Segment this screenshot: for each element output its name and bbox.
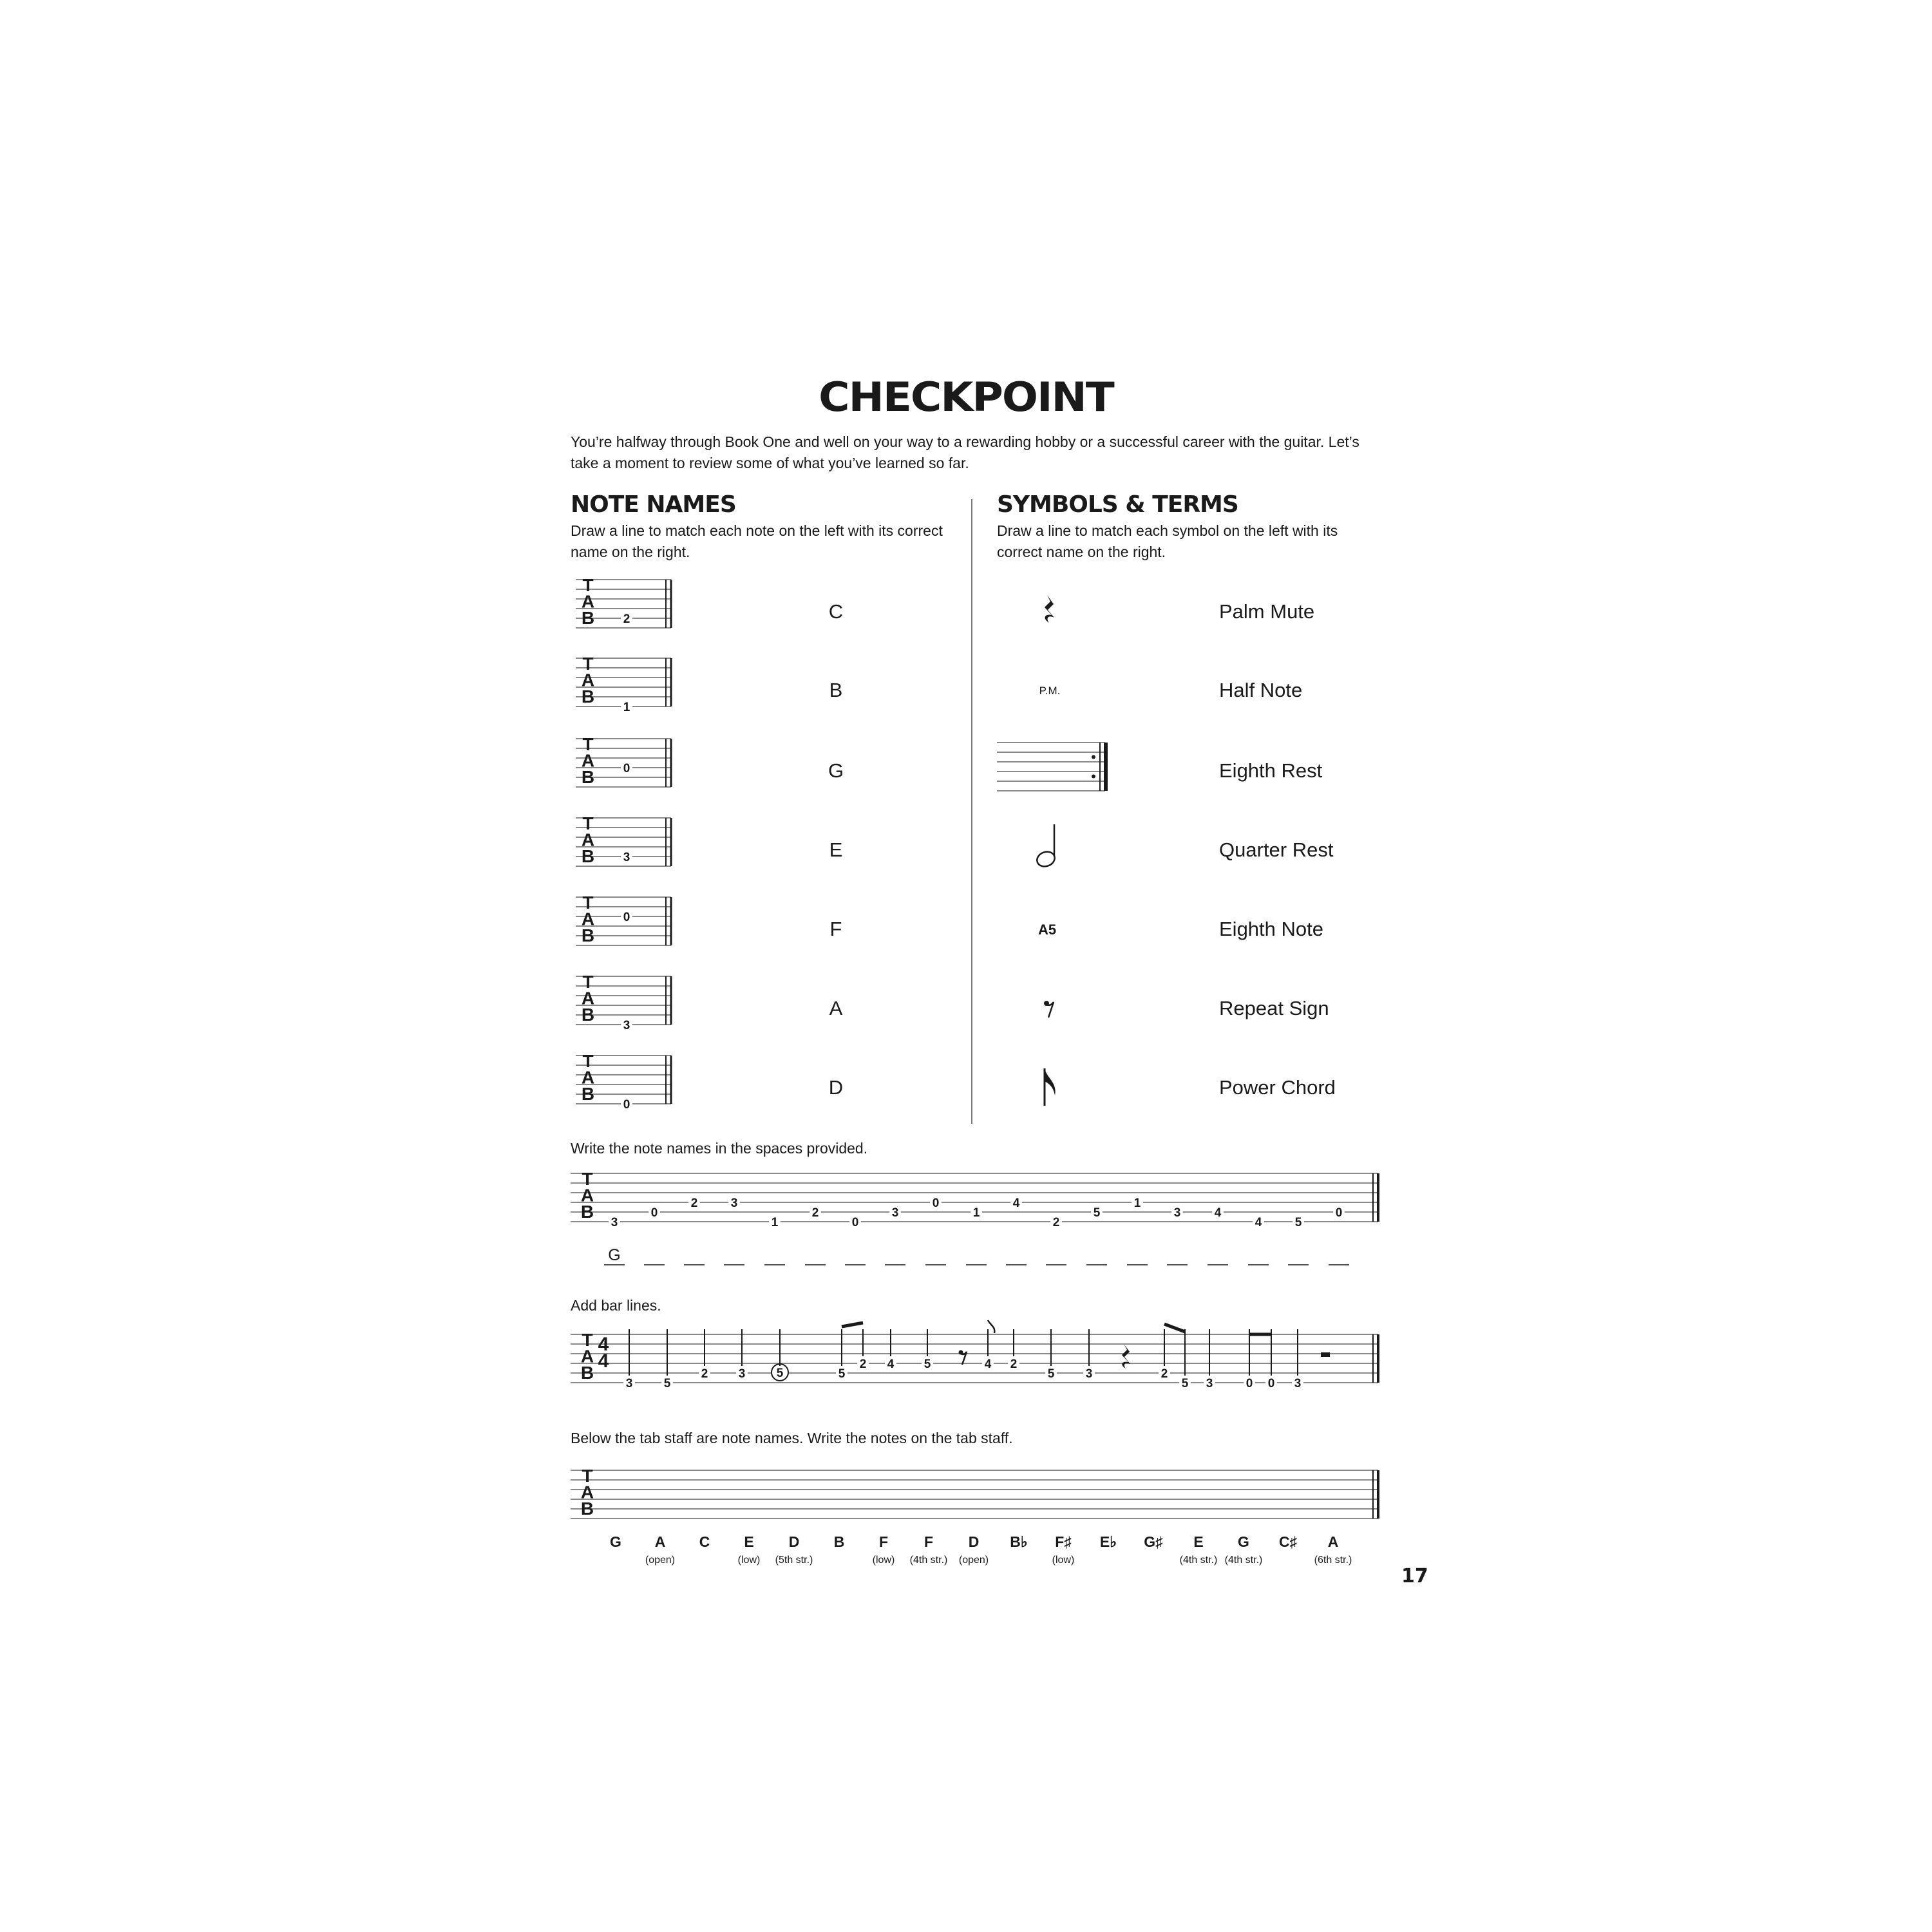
symbol-term-1: Palm Mute: [1219, 600, 1315, 623]
tab-clef-t: T: [582, 1330, 593, 1350]
intro-paragraph: You’re halfway through Book One and well on your way to a rewarding hobby or a successful career with the guitar. Let’s take a moment to review some of what you’ve learned so far.: [571, 433, 1359, 471]
repeat-dot-bottom: [1092, 775, 1095, 779]
exercise3-note-hint-2: (open): [645, 1555, 676, 1566]
page-title: CHECKPOINT: [819, 373, 1113, 421]
exercise2-fret-18: 3: [1206, 1377, 1213, 1390]
note-name-7: D: [828, 1076, 844, 1099]
tab-clef-a: A: [581, 591, 595, 612]
exercise2-fret-1: 3: [625, 1377, 633, 1390]
time-signature-bottom: 4: [598, 1350, 609, 1372]
symbol-term-2: Half Note: [1219, 679, 1303, 701]
exercise2-fret-13: 5: [1047, 1367, 1055, 1381]
tab-clef-b: B: [581, 1005, 595, 1025]
tab-clef-b: B: [581, 925, 595, 945]
exercise3-note-name-12: E♭: [1099, 1533, 1117, 1550]
exercise2-fret-19: 0: [1245, 1377, 1253, 1390]
tab-clef-t: T: [582, 1169, 593, 1189]
exercise2-fret-20: 0: [1267, 1377, 1275, 1390]
tab-clef-t: T: [582, 1051, 594, 1071]
tab-clef-b: B: [580, 1202, 594, 1222]
exercise3-note-name-8: F: [923, 1533, 934, 1550]
exercise1-instructions: Write the note names in the spaces provided.: [571, 1140, 868, 1157]
exercise3-note-hint-15: (4th str.): [1224, 1555, 1263, 1566]
note-name-4: E: [829, 838, 843, 861]
exercise3-note-hint-11: (low): [1052, 1555, 1075, 1566]
tab-clef-a: A: [581, 829, 595, 850]
tab-clef-t: T: [582, 575, 594, 595]
exercise1-fret-13: 5: [1093, 1206, 1101, 1220]
tab-clef-a: A: [581, 988, 595, 1009]
exercise1-fret-15: 3: [1173, 1206, 1181, 1220]
symbol-power-chord: A5: [1037, 922, 1057, 938]
exercise1-fret-14: 1: [1133, 1197, 1141, 1210]
exercise2-fret-6: 5: [838, 1367, 846, 1381]
tab-clef-b: B: [581, 608, 595, 628]
exercise2-fret-12: 2: [1010, 1358, 1018, 1371]
exercise1-fret-17: 4: [1255, 1216, 1262, 1229]
exercise1-fret-4: 3: [730, 1197, 738, 1210]
exercise3-note-name-10: B♭: [1010, 1533, 1028, 1550]
symbol-term-6: Repeat Sign: [1219, 997, 1329, 1019]
exercise2-fret-8: 4: [887, 1358, 895, 1371]
exercise1-fret-3: 2: [690, 1197, 698, 1210]
tab-clef-b: B: [581, 1084, 595, 1104]
tab-clef-t: T: [582, 654, 594, 674]
tab-clef-t: T: [582, 893, 594, 913]
symbol-palm-mute: P.M.: [1039, 685, 1061, 697]
exercise2-half-rest: [1321, 1352, 1330, 1357]
tab-clef-a: A: [581, 670, 595, 690]
exercise2-fret-2: 5: [663, 1377, 671, 1390]
exercise2-fret-9: 5: [923, 1358, 931, 1371]
symbols-terms-instructions: Draw a line to match each symbol on the left with its correct name on the right.: [997, 522, 1338, 560]
note-fret-3: 0: [623, 762, 630, 775]
exercise3-note-name-7: F: [878, 1533, 889, 1550]
tab-clef-b: B: [580, 1363, 594, 1383]
tab-clef-b: B: [581, 846, 595, 866]
exercise1-answer-1: G: [608, 1246, 621, 1264]
exercise2-flag-1: [988, 1320, 994, 1333]
note-name-2: B: [829, 679, 843, 701]
exercise2-fret-21: 3: [1294, 1377, 1302, 1390]
tab-clef-t: T: [582, 734, 594, 754]
exercise1-fret-5: 1: [771, 1216, 779, 1229]
exercise3-note-hint-17: (6th str.): [1314, 1555, 1352, 1566]
exercise1-fret-12: 2: [1052, 1216, 1060, 1229]
note-name-3: G: [828, 759, 844, 782]
exercise2-fret-7: 2: [859, 1358, 867, 1371]
note-name-5: F: [829, 918, 842, 940]
note-fret-2: 1: [623, 701, 630, 714]
symbol-quarter-rest: [1045, 595, 1054, 623]
exercise1-fret-18: 5: [1294, 1216, 1302, 1229]
exercise1-fret-10: 1: [972, 1206, 980, 1220]
exercise1-fret-6: 2: [811, 1206, 819, 1220]
exercise3-note-name-15: G: [1238, 1533, 1249, 1550]
tab-clef-b: B: [581, 687, 595, 706]
tab-clef-t: T: [582, 972, 594, 992]
exercise3-note-hint-7: (low): [872, 1555, 895, 1566]
symbol-term-4: Quarter Rest: [1219, 838, 1334, 861]
exercise1-fret-8: 3: [891, 1206, 899, 1220]
time-signature-top: 4: [598, 1334, 609, 1355]
tab-clef-t: T: [582, 813, 594, 833]
exercise1-fret-9: 0: [932, 1197, 940, 1210]
tab-clef-b: B: [581, 767, 595, 787]
note-name-6: A: [829, 997, 843, 1019]
note-fret-4: 3: [623, 851, 630, 864]
symbol-eighth-rest-stroke: [1046, 1002, 1054, 1018]
exercise3-note-name-3: C: [699, 1533, 710, 1550]
note-names-heading: NOTE NAMES: [571, 491, 736, 518]
exercise1-fret-11: 4: [1012, 1197, 1020, 1210]
exercise2-fret-4: 3: [738, 1367, 746, 1381]
exercise3-note-hint-4: (low): [737, 1555, 761, 1566]
exercise3-note-name-1: G: [610, 1533, 621, 1550]
exercise2-fret-17: 5: [1181, 1377, 1189, 1390]
exercise3-note-hint-5: (5th str.): [775, 1555, 813, 1566]
tab-clef-a: A: [580, 1482, 594, 1502]
repeat-dot-top: [1092, 755, 1095, 759]
exercise3-note-name-16: C♯: [1278, 1533, 1298, 1550]
exercise2-instructions: Add bar lines.: [571, 1297, 661, 1314]
symbol-term-3: Eighth Rest: [1219, 759, 1323, 782]
note-name-1: C: [828, 600, 844, 623]
exercise3-instructions: Below the tab staff are note names. Write the notes on the tab staff.: [571, 1430, 1013, 1446]
exercise2-fret-11: 4: [984, 1358, 992, 1371]
exercise2-fret-5: 5: [776, 1367, 784, 1380]
tab-clef-a: A: [580, 1346, 594, 1367]
tab-clef-b: B: [580, 1499, 594, 1519]
exercise3-note-hint-14: (4th str.): [1179, 1555, 1218, 1566]
exercise3-note-name-4: E: [744, 1533, 754, 1550]
tab-clef-a: A: [581, 1067, 595, 1088]
exercise1-fret-1: 3: [611, 1216, 618, 1229]
exercise3-note-hint-8: (4th str.): [909, 1555, 948, 1566]
symbol-eighth-note-flag: [1045, 1068, 1056, 1095]
exercise2-quarter-rest: [1122, 1344, 1130, 1368]
exercise3-note-name-17: A: [1327, 1533, 1339, 1550]
exercise3-note-hint-9: (open): [958, 1555, 989, 1566]
note-fret-5: 0: [623, 911, 630, 924]
exercise3-note-name-9: D: [968, 1533, 980, 1550]
exercise3-note-name-2: A: [654, 1533, 666, 1550]
symbol-term-5: Eighth Note: [1219, 918, 1323, 940]
exercise1-fret-7: 0: [851, 1216, 859, 1229]
exercise2-fret-3: 2: [701, 1367, 708, 1381]
tab-clef-a: A: [580, 1185, 594, 1206]
exercise2-fret-16: 2: [1160, 1367, 1168, 1381]
tab-clef-t: T: [582, 1466, 593, 1486]
exercise2-beam-2: [1164, 1324, 1185, 1332]
exercise1-fret-2: 0: [650, 1206, 658, 1220]
tab-clef-a: A: [581, 909, 595, 929]
symbols-terms-heading: SYMBOLS & TERMS: [997, 491, 1238, 518]
exercise1-fret-19: 0: [1335, 1206, 1343, 1220]
exercise1-fret-16: 4: [1214, 1206, 1222, 1220]
exercise3-note-name-6: B: [833, 1533, 845, 1550]
page-number: 17: [1401, 1565, 1428, 1587]
note-names-instructions: Draw a line to match each note on the left with its correct name on the right.: [571, 522, 943, 560]
note-fret-7: 0: [623, 1098, 630, 1112]
note-fret-1: 2: [623, 612, 630, 626]
symbol-term-7: Power Chord: [1219, 1076, 1336, 1099]
exercise2-fret-14: 3: [1085, 1367, 1093, 1381]
exercise3-note-name-14: E: [1193, 1533, 1204, 1550]
note-fret-6: 3: [623, 1019, 630, 1032]
exercise3-note-name-13: G♯: [1144, 1533, 1163, 1550]
tab-clef-a: A: [581, 750, 595, 771]
exercise3-note-name-11: F♯: [1055, 1533, 1072, 1550]
exercise2-beam-1: [842, 1323, 863, 1327]
exercise3-note-name-5: D: [788, 1533, 800, 1550]
